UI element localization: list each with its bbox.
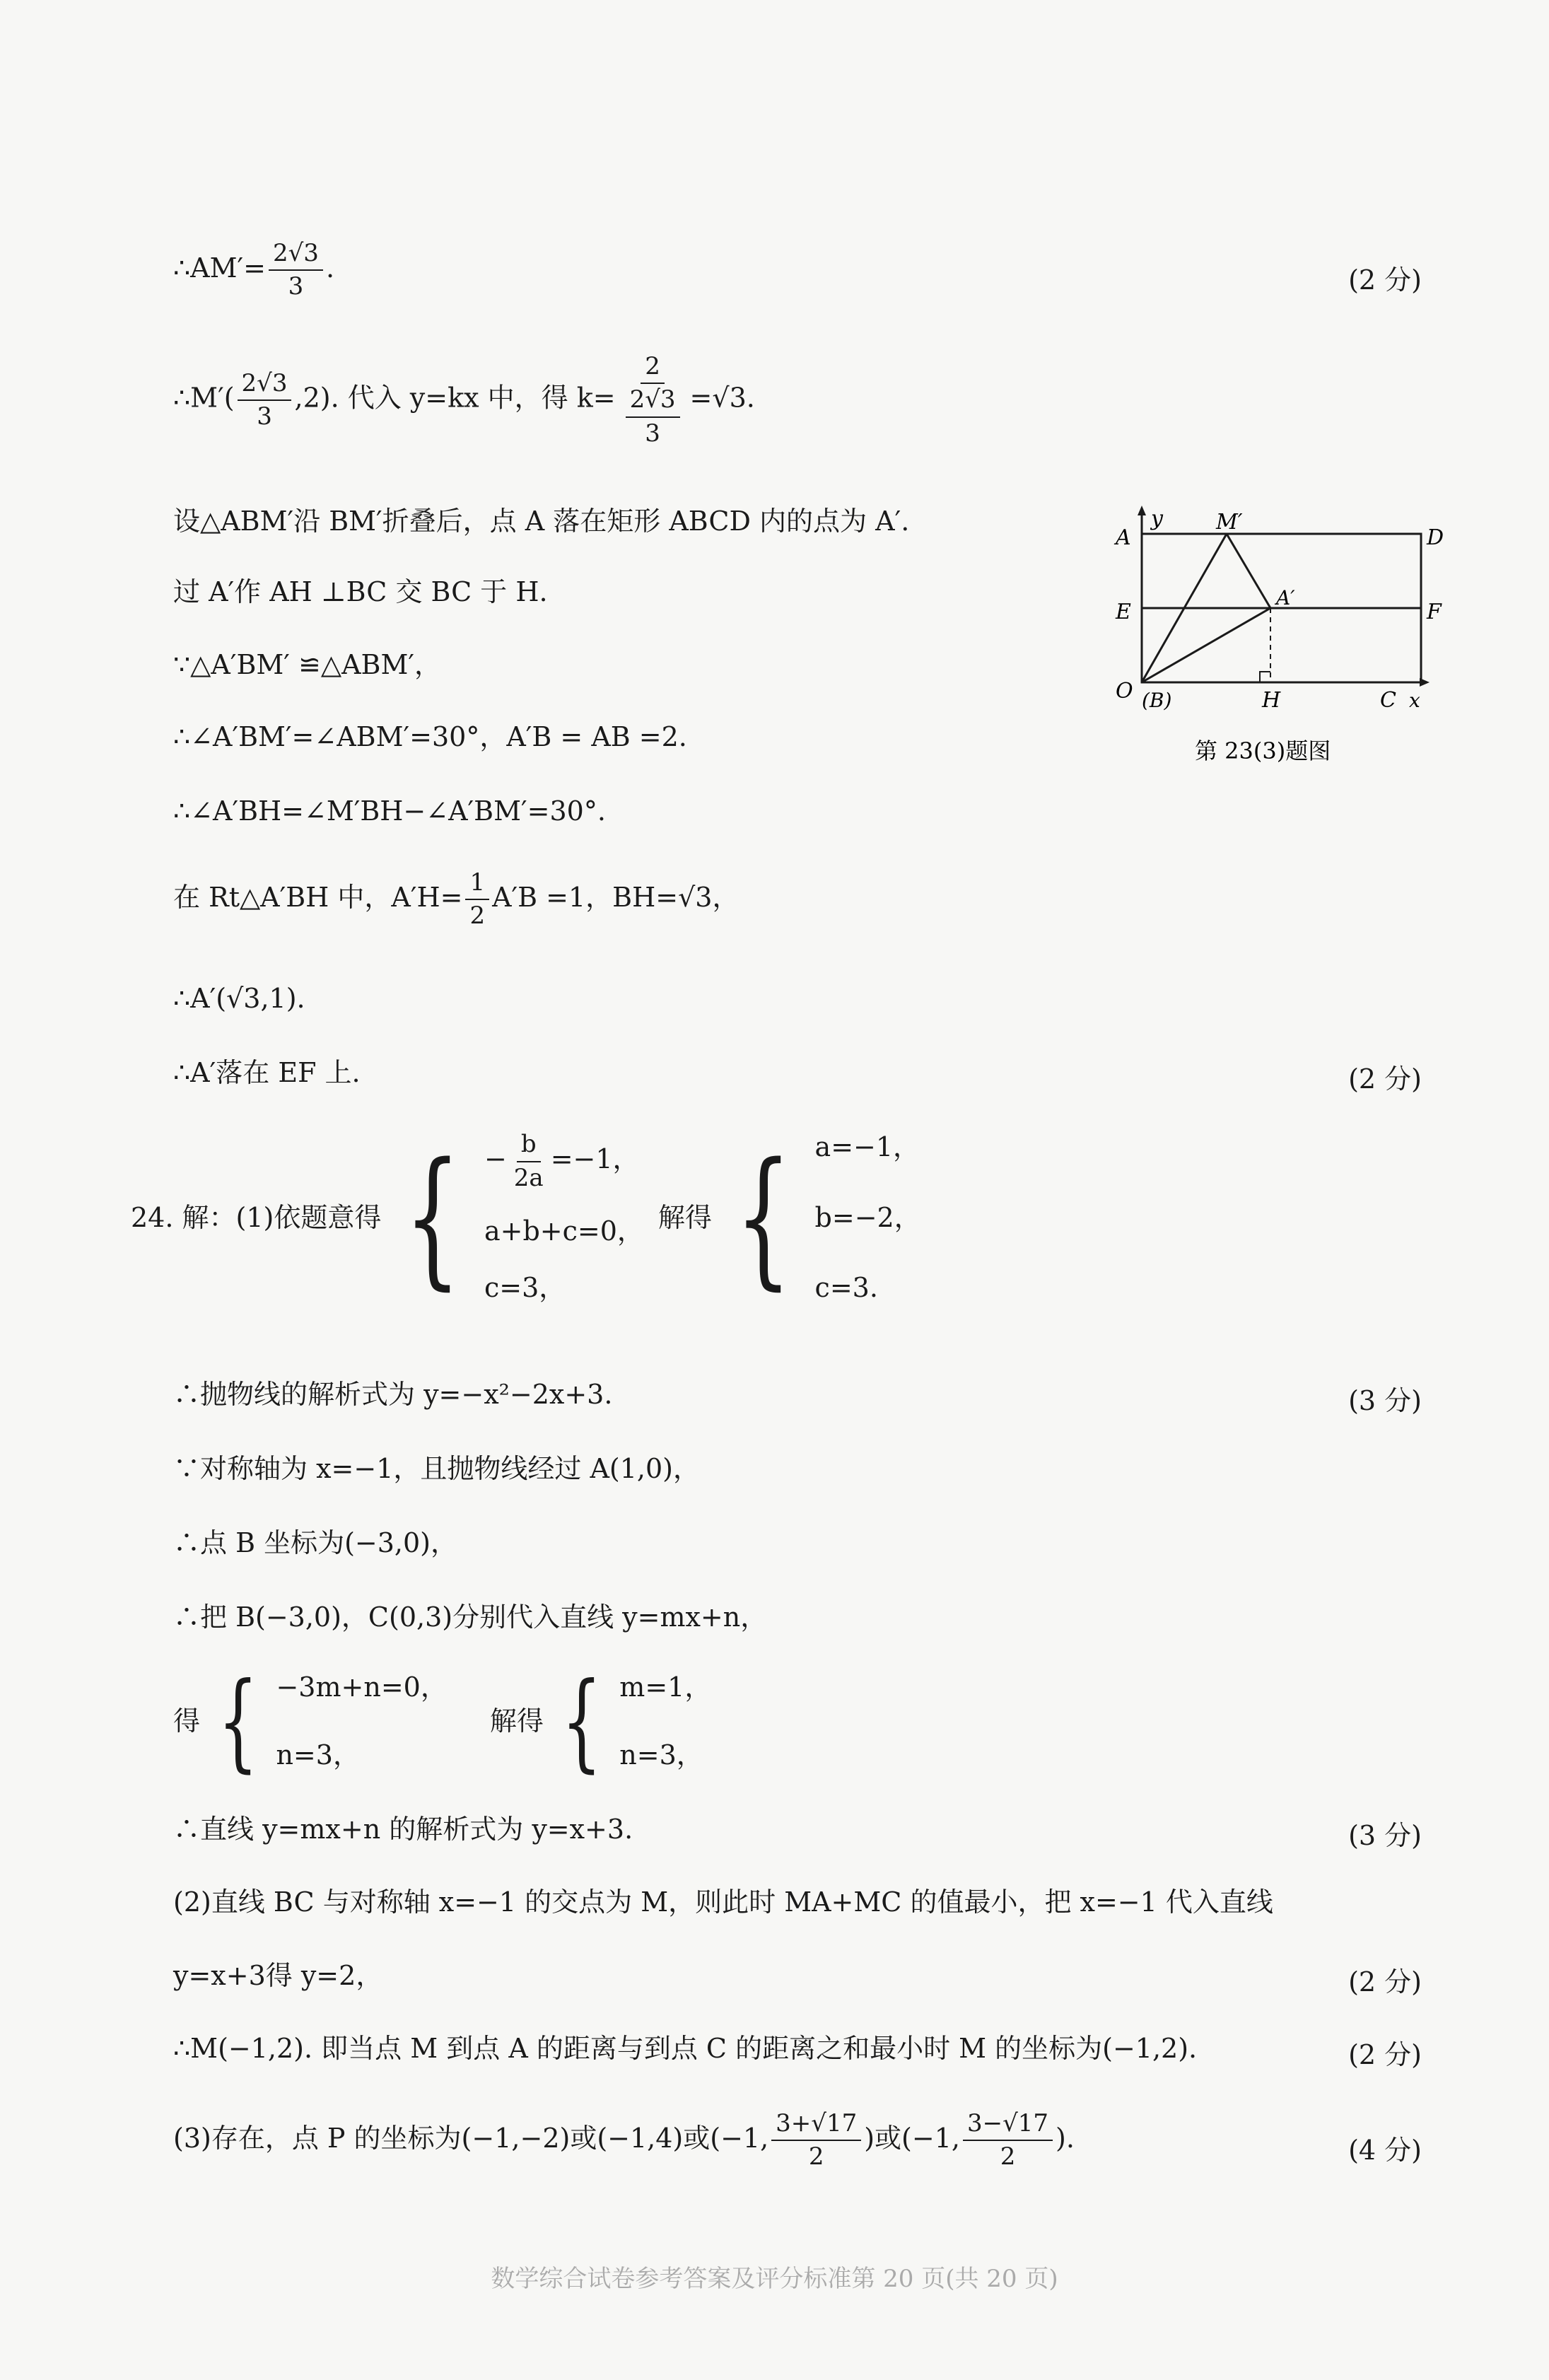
brace: { bbox=[735, 1131, 792, 1305]
line-perp: 过 A′作 AH ⊥BC 交 BC 于 H. bbox=[173, 576, 548, 607]
y-arrow bbox=[1138, 506, 1146, 515]
text: =√3. bbox=[689, 382, 755, 414]
label-a: A bbox=[1116, 525, 1131, 550]
fraction bbox=[963, 2111, 1053, 2171]
denominator bbox=[619, 384, 687, 447]
numerator: 2√3 bbox=[626, 387, 680, 417]
line-part3 bbox=[173, 2111, 1075, 2171]
text: ,2). 代入 y=kx 中，得 k= bbox=[294, 382, 616, 414]
brace: { bbox=[218, 1660, 259, 1783]
label-c: C bbox=[1380, 688, 1396, 713]
system-rows bbox=[815, 1131, 921, 1305]
solve-word: 解得 bbox=[657, 1201, 712, 1233]
eq-row-2: n=3， bbox=[619, 1739, 703, 1771]
text: − bbox=[484, 1143, 507, 1175]
label-e: E bbox=[1116, 600, 1131, 624]
fraction bbox=[238, 368, 292, 431]
system-rows bbox=[619, 1672, 711, 1771]
score-4: (3 分) bbox=[1348, 1820, 1422, 1851]
denominator: 2 bbox=[1000, 2142, 1016, 2171]
fraction bbox=[626, 387, 680, 447]
eq-row-1 bbox=[484, 1131, 644, 1191]
eq-row-1: a=−1， bbox=[814, 1131, 920, 1162]
line-parabola: ∴抛物线的解析式为 y=−x²−2x+3. bbox=[173, 1379, 613, 1410]
numerator: b bbox=[517, 1131, 541, 1162]
score-5: (2 分) bbox=[1348, 1966, 1422, 1997]
system-rows bbox=[276, 1672, 447, 1771]
figure-23-3 bbox=[1103, 506, 1444, 767]
fraction bbox=[269, 240, 323, 301]
line-a-prime-coord: ∴A′(√3,1). bbox=[173, 983, 305, 1014]
score-7: (4 分) bbox=[1348, 2135, 1422, 2166]
segment-ma bbox=[1227, 534, 1270, 608]
line-on-ef: ∴A′落在 EF 上. bbox=[173, 1057, 361, 1088]
brace: { bbox=[561, 1660, 602, 1783]
line-substitute: ∴把 B(−3,0)，C(0,3)分别代入直线 y=mx+n， bbox=[173, 1602, 768, 1633]
line-part2: (2)直线 BC 与对称轴 x=−1 的交点为 M，则此时 MA+MC 的值最小，把 x=−1 代入直线 bbox=[173, 1886, 1273, 1918]
line-am-prime bbox=[173, 240, 334, 301]
right-angle-mark bbox=[1260, 672, 1270, 682]
eq-row-2: n=3， bbox=[276, 1739, 360, 1771]
label-x: x bbox=[1409, 689, 1420, 712]
text: A′B =1，BH=√3， bbox=[492, 881, 740, 913]
line-line-expr: ∴直线 y=mx+n 的解析式为 y=x+3. bbox=[173, 1814, 633, 1845]
label-h: H bbox=[1262, 688, 1281, 713]
numerator: 3−√17 bbox=[963, 2111, 1053, 2141]
q24-system bbox=[131, 1131, 921, 1305]
line-m-coord: ∴M(−1,2). 即当点 M 到点 A 的距离与到点 C 的距离之和最小时 M 的坐标为(−1,2). bbox=[173, 2033, 1198, 2064]
line-congruent: ∵△A′BM′ ≌△ABM′， bbox=[173, 649, 441, 680]
denominator: 2 bbox=[469, 902, 486, 931]
score-2: (2 分) bbox=[1348, 1063, 1422, 1095]
numerator: 2 bbox=[641, 354, 665, 384]
fraction bbox=[465, 870, 489, 930]
numerator: 2√3 bbox=[269, 240, 323, 271]
text: =−1， bbox=[550, 1143, 640, 1175]
text: 在 Rt△A′BH 中，A′H= bbox=[173, 881, 463, 913]
label-a-prime: A′ bbox=[1276, 586, 1295, 609]
denominator: 3 bbox=[288, 272, 304, 301]
eq-row-2: a+b+c=0， bbox=[484, 1215, 644, 1247]
text: ∴AM′= bbox=[173, 252, 266, 284]
system-4 bbox=[544, 1660, 712, 1783]
line-rt-triangle bbox=[173, 870, 739, 930]
numerator: 3+√17 bbox=[771, 2111, 861, 2141]
text: )或(−1, bbox=[864, 2122, 960, 2154]
text: . bbox=[325, 252, 335, 284]
label-d: D bbox=[1427, 525, 1444, 550]
label-m-prime: M′ bbox=[1216, 510, 1243, 535]
q24-lead: 24. 解：(1)依题意得 bbox=[131, 1201, 382, 1233]
system-rows bbox=[484, 1131, 644, 1304]
fraction bbox=[619, 354, 687, 447]
score-6: (2 分) bbox=[1348, 2039, 1422, 2070]
system-3 bbox=[200, 1660, 448, 1783]
text: ). bbox=[1056, 2122, 1075, 2154]
line-axis-sym: ∵对称轴为 x=−1，且抛物线经过 A(1,0)， bbox=[173, 1453, 700, 1484]
denominator: 3 bbox=[257, 402, 272, 431]
solve-word: 解得 bbox=[489, 1705, 544, 1737]
line-fold: 设△ABM′沿 BM′折叠后，点 A 落在矩形 ABCD 内的点为 A′. bbox=[173, 506, 910, 537]
text: (3)存在，点 P 的坐标为(−1,−2)或(−1,4)或(−1, bbox=[173, 2122, 769, 2154]
eq-row-3: c=3， bbox=[484, 1271, 566, 1303]
denominator: 2 bbox=[808, 2142, 824, 2171]
label-y: y bbox=[1151, 506, 1163, 531]
fraction bbox=[771, 2111, 861, 2171]
eq-row-1: −3m+n=0， bbox=[276, 1672, 448, 1703]
system-1 bbox=[381, 1131, 644, 1304]
page-footer: 数学综合试卷参考答案及评分标准第 20 页(共 20 页) bbox=[491, 2265, 1058, 2293]
numerator: 1 bbox=[465, 870, 489, 900]
denominator: 3 bbox=[645, 419, 660, 448]
text: ∴M′( bbox=[173, 382, 235, 414]
denominator: 2a bbox=[513, 1163, 544, 1192]
line-point-b: ∴点 B 坐标为(−3,0)， bbox=[173, 1527, 458, 1558]
get-word: 得 bbox=[173, 1705, 201, 1737]
score-3: (3 分) bbox=[1348, 1385, 1422, 1416]
figure-caption: 第 23(3)题图 bbox=[1195, 737, 1331, 764]
label-f: F bbox=[1427, 600, 1442, 624]
segment-ba bbox=[1142, 608, 1270, 682]
mn-system bbox=[173, 1660, 712, 1783]
line-angle-bh: ∴∠A′BH=∠M′BH−∠A′BM′=30°. bbox=[173, 795, 606, 827]
line-angle-30: ∴∠A′BM′=∠ABM′=30°，A′B = AB =2. bbox=[173, 721, 687, 752]
eq-row-3: c=3. bbox=[814, 1272, 878, 1304]
line-m-prime-k bbox=[173, 354, 755, 447]
system-2 bbox=[712, 1131, 921, 1305]
line-y-eq-2: y=x+3得 y=2， bbox=[173, 1960, 383, 1991]
eq-row-2: b=−2， bbox=[814, 1201, 921, 1233]
numerator: 2√3 bbox=[238, 371, 292, 401]
brace: { bbox=[404, 1131, 462, 1305]
label-o: O bbox=[1116, 679, 1133, 704]
fraction bbox=[510, 1131, 548, 1191]
label-b: (B) bbox=[1142, 689, 1172, 712]
eq-row-1: m=1， bbox=[619, 1672, 712, 1703]
score-1: (2 分) bbox=[1348, 264, 1422, 296]
